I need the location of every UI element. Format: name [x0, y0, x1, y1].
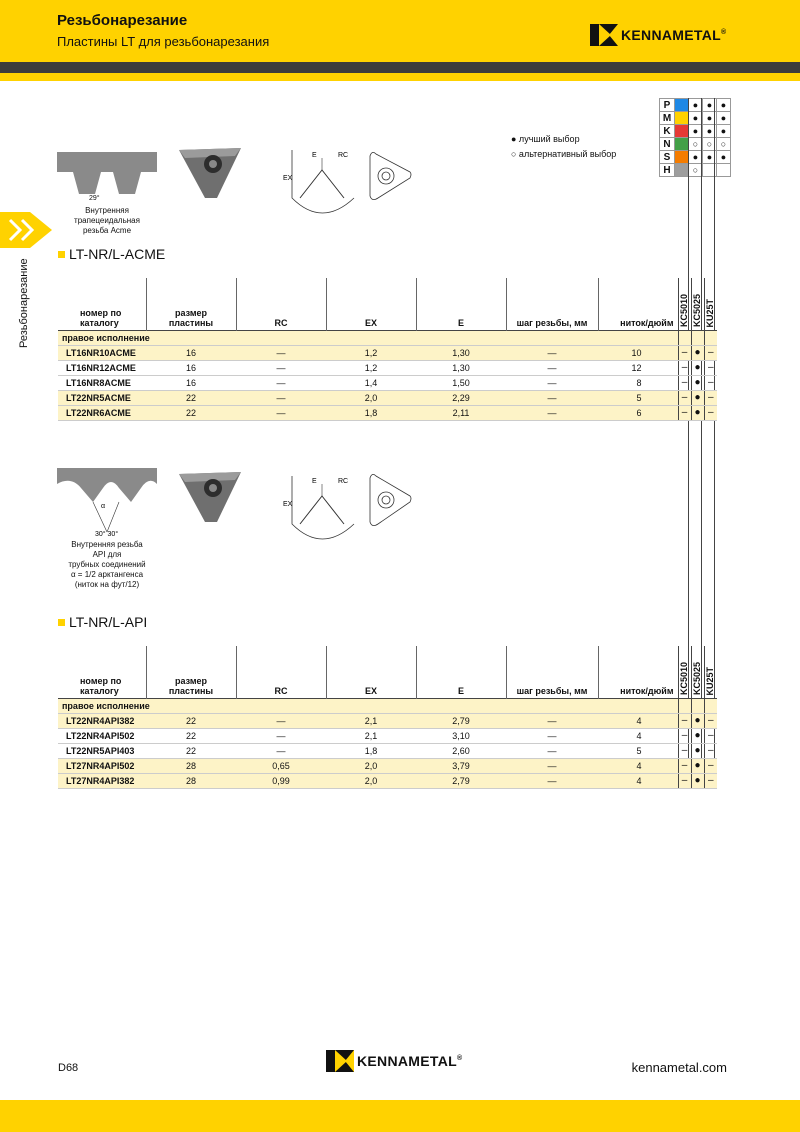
material-group-label: K — [660, 125, 675, 138]
api-profile-figure — [57, 468, 157, 540]
table-row — [58, 773, 717, 788]
cell-e: 3,79 — [416, 758, 506, 773]
grade-mark: ● — [717, 125, 731, 138]
catalog-number[interactable]: LT16NR12ACME — [58, 360, 146, 375]
cell-rc: — — [236, 390, 326, 405]
svg-text:E: E — [312, 478, 317, 485]
table-subheader-row: правое исполнение — [58, 698, 717, 713]
header-logo: KENNAMETAL ® — [590, 24, 726, 46]
header-yellow-band — [0, 73, 800, 81]
table-row — [58, 713, 717, 728]
cell-rc: — — [236, 713, 326, 728]
cell-rc: — — [236, 405, 326, 420]
api-section-title: LT-NR/L-API — [58, 614, 147, 630]
grade-availability: – — [678, 360, 691, 375]
grade-mark — [717, 164, 731, 177]
svg-text:EX: EX — [283, 175, 293, 182]
cell-tpi: 8 — [598, 375, 678, 390]
catalog-number[interactable]: LT27NR4API382 — [58, 773, 146, 788]
cell-pitch: — — [506, 405, 598, 420]
material-group-label: P — [660, 99, 675, 112]
section-bullet-icon — [58, 619, 65, 626]
cell-ex: 1,2 — [326, 345, 416, 360]
kennametal-k-icon — [326, 1050, 354, 1072]
cell-ex: 2,1 — [326, 728, 416, 743]
grade-availability: ● — [691, 360, 704, 375]
grade-mark: ○ — [689, 164, 703, 177]
grade-availability: – — [704, 773, 717, 788]
api-insert-photo — [177, 470, 245, 524]
cell-rc: — — [236, 375, 326, 390]
cell-e: 2,11 — [416, 405, 506, 420]
acme-table — [58, 278, 717, 421]
material-color-swatch — [675, 164, 689, 177]
cell-tpi: 5 — [598, 390, 678, 405]
page-number: D68 — [58, 1062, 79, 1074]
grade-availability: ● — [691, 345, 704, 360]
cell-rc: — — [236, 345, 326, 360]
grade-availability: – — [678, 743, 691, 758]
cell-pitch: — — [506, 743, 598, 758]
cell-size: 22 — [146, 728, 236, 743]
grade-column-header: KC5025 — [691, 278, 704, 330]
grade-availability: – — [704, 375, 717, 390]
cell-tpi: 5 — [598, 743, 678, 758]
grade-availability: – — [704, 713, 717, 728]
acme-profile-figure — [57, 152, 157, 204]
column-header: RC — [236, 646, 326, 698]
column-header: E — [416, 646, 506, 698]
table-header-row — [58, 646, 717, 698]
column-header: RC — [236, 278, 326, 330]
grade-availability: – — [678, 405, 691, 420]
cell-ex: 2,0 — [326, 390, 416, 405]
cell-tpi: 12 — [598, 360, 678, 375]
grade-mark: ● — [703, 112, 717, 125]
column-header: ниток/дюйм — [598, 278, 678, 330]
svg-text:α: α — [101, 503, 106, 510]
grade-availability: – — [678, 345, 691, 360]
cell-pitch: — — [506, 773, 598, 788]
grade-legend-row — [660, 99, 731, 112]
catalog-number[interactable]: LT16NR10ACME — [58, 345, 146, 360]
cell-tpi: 4 — [598, 713, 678, 728]
grade-mark: ○ — [703, 138, 717, 151]
grade-mark: ● — [717, 112, 731, 125]
cell-size: 22 — [146, 405, 236, 420]
table-row — [58, 360, 717, 375]
material-color-swatch — [675, 99, 689, 112]
header-dark-band — [0, 62, 800, 73]
cell-rc: 0,99 — [236, 773, 326, 788]
grade-availability: ● — [691, 390, 704, 405]
column-header: EX — [326, 646, 416, 698]
grade-availability: – — [678, 773, 691, 788]
acme-angle-label: 29° — [89, 195, 100, 202]
grade-mark: ● — [703, 125, 717, 138]
cell-e: 1,30 — [416, 360, 506, 375]
cell-rc: 0,65 — [236, 758, 326, 773]
grade-column-header: KU25T — [704, 278, 717, 330]
api-insert-drawing — [282, 474, 362, 546]
acme-insert-photo — [177, 146, 245, 200]
side-chapter-label: Резьбонарезание — [18, 258, 30, 348]
table-row — [58, 743, 717, 758]
acme-insert-top-view — [368, 150, 412, 202]
cell-rc: — — [236, 743, 326, 758]
cell-pitch: — — [506, 728, 598, 743]
grade-column-header: KC5010 — [678, 646, 691, 698]
grade-legend-row — [660, 125, 731, 138]
column-header: шаг резьбы, мм — [506, 278, 598, 330]
table-row — [58, 375, 717, 390]
kennametal-k-icon — [590, 24, 618, 46]
grade-availability: – — [678, 728, 691, 743]
cell-size: 22 — [146, 390, 236, 405]
cell-tpi: 4 — [598, 728, 678, 743]
grade-column-header: KC5010 — [678, 278, 691, 330]
grade-availability: – — [678, 713, 691, 728]
choice-legend — [511, 132, 616, 162]
cell-size: 22 — [146, 713, 236, 728]
grade-legend-row — [660, 138, 731, 151]
grade-legend-row — [660, 164, 731, 177]
footer-brand: KENNAMETAL — [357, 1053, 457, 1069]
cell-pitch: — — [506, 713, 598, 728]
cell-ex: 2,0 — [326, 758, 416, 773]
cell-ex: 1,8 — [326, 405, 416, 420]
catalog-number[interactable]: LT27NR4API502 — [58, 758, 146, 773]
cell-pitch: — — [506, 360, 598, 375]
cell-e: 2,29 — [416, 390, 506, 405]
grade-availability: – — [678, 390, 691, 405]
cell-e: 2,79 — [416, 773, 506, 788]
grade-availability: ● — [691, 773, 704, 788]
cell-ex: 2,0 — [326, 773, 416, 788]
table-header-row — [58, 278, 717, 330]
grade-mark: ● — [703, 99, 717, 112]
cell-ex: 1,4 — [326, 375, 416, 390]
svg-text:EX: EX — [283, 501, 293, 508]
cell-pitch: — — [506, 375, 598, 390]
best-choice-label: ● лучший выбор — [511, 134, 580, 144]
cell-size: 16 — [146, 360, 236, 375]
grade-mark: ● — [717, 99, 731, 112]
svg-text:RC: RC — [338, 478, 349, 485]
grade-column-header: KU25T — [704, 646, 717, 698]
grade-availability: ● — [691, 405, 704, 420]
svg-text:30° 30°: 30° 30° — [95, 531, 119, 538]
material-color-swatch — [675, 125, 689, 138]
grade-mark: ● — [689, 151, 703, 164]
catalog-number[interactable]: LT22NR6ACME — [58, 405, 146, 420]
section-bullet-icon — [58, 251, 65, 258]
grade-availability: ● — [691, 758, 704, 773]
cell-size: 16 — [146, 345, 236, 360]
cell-e: 2,60 — [416, 743, 506, 758]
cell-rc: — — [236, 360, 326, 375]
table-row — [58, 345, 717, 360]
table-row — [58, 405, 717, 420]
header-band — [0, 0, 800, 62]
chapter-arrow-icon — [0, 212, 54, 248]
grade-mark: ● — [703, 151, 717, 164]
cell-pitch: — — [506, 390, 598, 405]
acme-profile-caption: Внутренняя трапецеидальная резьба Acme — [74, 206, 140, 235]
cell-e: 1,30 — [416, 345, 506, 360]
grade-availability: – — [704, 390, 717, 405]
grade-availability: – — [678, 758, 691, 773]
catalog-number[interactable]: LT16NR8ACME — [58, 375, 146, 390]
cell-ex: 1,8 — [326, 743, 416, 758]
cell-e: 1,50 — [416, 375, 506, 390]
grade-mark: ● — [717, 151, 731, 164]
material-color-swatch — [675, 112, 689, 125]
column-header: номер по каталогу — [80, 675, 122, 696]
api-profile-caption: Внутренняя резьба API для трубных соединений α = 1/2 арктангенса (ниток на фут/12) — [68, 540, 146, 589]
column-header: размер пластины — [146, 646, 236, 698]
grade-mark: ○ — [717, 138, 731, 151]
cell-e: 2,79 — [416, 713, 506, 728]
grade-availability: – — [704, 345, 717, 360]
table-row — [58, 390, 717, 405]
api-table — [58, 646, 717, 789]
cell-ex: 1,2 — [326, 360, 416, 375]
grade-availability: ● — [691, 728, 704, 743]
cell-size: 28 — [146, 773, 236, 788]
api-insert-top-view — [368, 472, 412, 528]
grade-column-header: KC5025 — [691, 646, 704, 698]
svg-text:E: E — [312, 152, 317, 159]
grade-mark: ● — [689, 112, 703, 125]
material-group-label: N — [660, 138, 675, 151]
material-group-label: S — [660, 151, 675, 164]
material-color-swatch — [675, 138, 689, 151]
catalog-number[interactable]: LT22NR5ACME — [58, 390, 146, 405]
grade-availability: – — [704, 360, 717, 375]
material-group-label: M — [660, 112, 675, 125]
page-subtitle: Пластины LT для резьбонарезания — [57, 34, 270, 49]
grade-availability: ● — [691, 743, 704, 758]
cell-tpi: 6 — [598, 405, 678, 420]
catalog-number[interactable]: LT22NR4API382 — [58, 713, 146, 728]
column-header: EX — [326, 278, 416, 330]
table-row — [58, 728, 717, 743]
grade-legend-table — [659, 98, 731, 177]
catalog-number[interactable]: LT22NR5API403 — [58, 743, 146, 758]
material-group-label: H — [660, 164, 675, 177]
grade-legend-row — [660, 112, 731, 125]
grade-availability: ● — [691, 375, 704, 390]
grade-legend-row — [660, 151, 731, 164]
footer-logo: KENNAMETAL ® — [326, 1050, 462, 1072]
alt-choice-label: ○ альтернативный выбор — [511, 149, 617, 159]
cell-ex: 2,1 — [326, 713, 416, 728]
cell-tpi: 4 — [598, 758, 678, 773]
table-row — [58, 758, 717, 773]
cell-e: 3,10 — [416, 728, 506, 743]
cell-pitch: — — [506, 345, 598, 360]
grade-availability: ● — [691, 713, 704, 728]
grade-mark: ● — [689, 125, 703, 138]
cell-size: 28 — [146, 758, 236, 773]
footer-site-link[interactable]: kennametal.com — [631, 1060, 727, 1075]
column-header: номер по каталогу — [80, 307, 122, 328]
acme-insert-drawing — [282, 148, 362, 220]
catalog-number[interactable]: LT22NR4API502 — [58, 728, 146, 743]
grade-availability: – — [678, 375, 691, 390]
svg-text:RC: RC — [338, 152, 349, 159]
column-header: шаг резьбы, мм — [506, 646, 598, 698]
acme-section-title: LT-NR/L-ACME — [58, 246, 165, 262]
cell-tpi: 4 — [598, 773, 678, 788]
column-header: размер пластины — [146, 278, 236, 330]
cell-size: 22 — [146, 743, 236, 758]
column-header: ниток/дюйм — [598, 646, 678, 698]
grade-availability: – — [704, 405, 717, 420]
header-brand: KENNAMETAL — [621, 27, 721, 43]
table-subheader-row: правое исполнение — [58, 330, 717, 345]
column-header: E — [416, 278, 506, 330]
cell-tpi: 10 — [598, 345, 678, 360]
footer-band — [0, 1100, 800, 1132]
grade-availability: – — [704, 728, 717, 743]
cell-pitch: — — [506, 758, 598, 773]
grade-mark: ● — [689, 99, 703, 112]
grade-availability: – — [704, 758, 717, 773]
material-color-swatch — [675, 151, 689, 164]
grade-mark: ○ — [689, 138, 703, 151]
grade-availability: – — [704, 743, 717, 758]
cell-size: 16 — [146, 375, 236, 390]
page-title: Резьбонарезание — [57, 12, 188, 29]
cell-rc: — — [236, 728, 326, 743]
